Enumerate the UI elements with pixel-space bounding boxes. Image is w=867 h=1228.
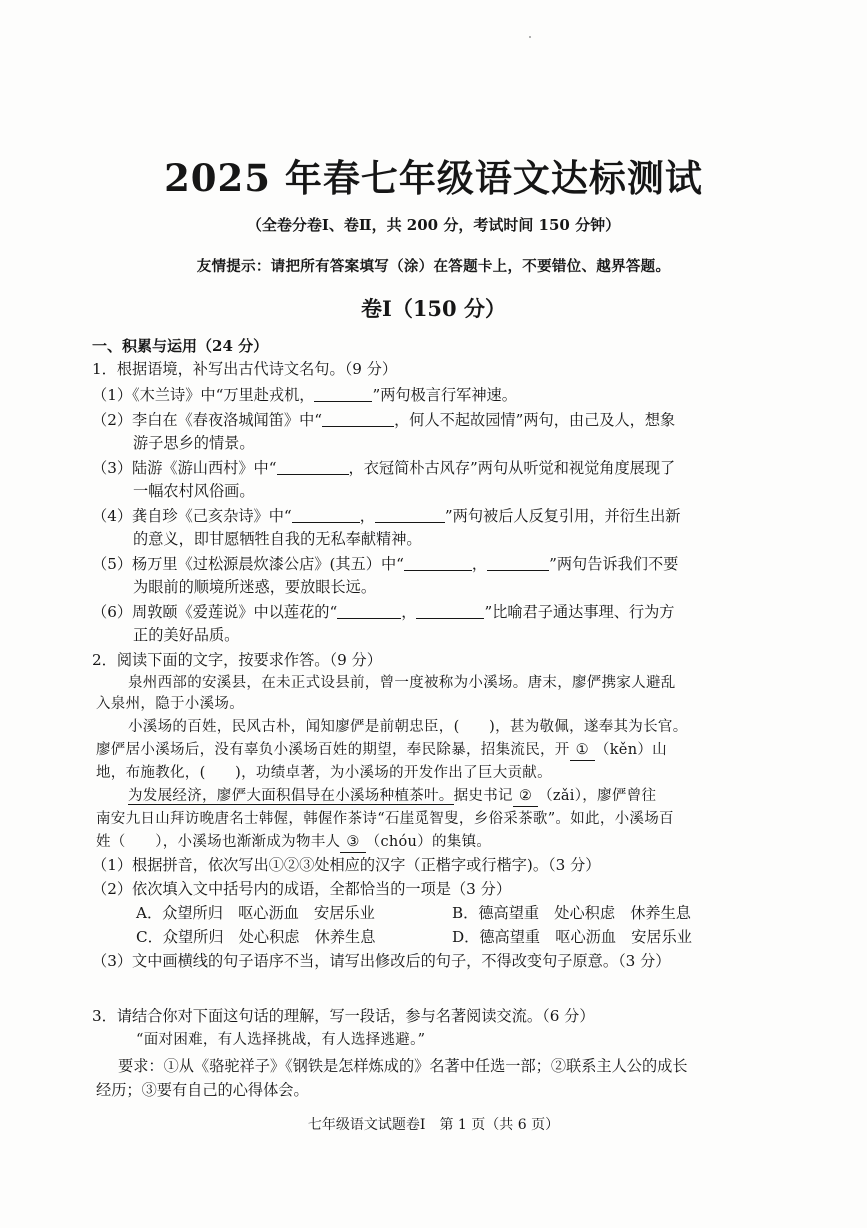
pinyin-blank-1: ① — [570, 740, 595, 761]
q3-requirements: 要求：①从《骆驼祥子》《钢铁是怎样炼成的》名著中任选一部；②联系主人公的成长 — [118, 1057, 688, 1075]
q3-stem: 3．请结合你对下面这句话的理解，写一段话，参与名著阅读交流。（6 分） — [92, 1007, 595, 1025]
q2-sub-1: （1）根据拼音，依次写出①②③处相应的汉字（正楷字或行楷字)。（3 分） — [92, 856, 601, 874]
passage-text: （zǎi），廖俨曾往 — [538, 788, 657, 804]
option-a: A．众望所归 呕心沥血 安居乐业 — [136, 904, 375, 922]
q1-item-6-cont: 正的美好品质。 — [133, 626, 240, 644]
exam-subtitle: （全卷分卷Ⅰ、卷Ⅱ，共 200 分，考试时间 150 分钟） — [246, 216, 621, 234]
option-d: D．德高望重 呕心沥血 安居乐业 — [452, 928, 692, 946]
q1-item-2-text-a: （2）李白在《春夜洛城闻笛》中“ — [92, 411, 323, 429]
q1-item-4-text-b: ”两句被后人反复引用，并衍生出新 — [444, 507, 681, 525]
answer-blank — [375, 506, 445, 523]
passage-text: 廖俨居小溪场后，没有辜负小溪场百姓的期望，奉民除暴，招集流民，开 — [96, 742, 570, 758]
passage-text: 据史书记 — [453, 788, 513, 804]
q1-item-3 — [92, 458, 675, 478]
section-heading: 一、积累与运用（24 分） — [92, 337, 269, 355]
answer-blank — [322, 410, 394, 427]
q2-passage-line — [96, 740, 667, 761]
q2-stem: 2．阅读下面的文字，按要求作答。（9 分） — [92, 651, 382, 669]
passage-text: （kěn）山 — [594, 742, 667, 758]
q2-passage-line — [128, 786, 656, 807]
answer-blank — [277, 458, 349, 475]
q1-item-1 — [92, 385, 517, 405]
q2-sub-2: （2）依次填入文中括号内的成语，全都恰当的一项是（3 分） — [92, 880, 512, 898]
q1-item-4-cont: 的意义，即甘愿牺牲自我的无私奉献精神。 — [133, 530, 422, 548]
option-b: B．德高望重 处心积虑 休养生息 — [452, 904, 691, 922]
q1-item-5-text-a: （5）杨万里《过松源晨炊漆公店》(其五）中“ — [92, 555, 404, 573]
comma: ， — [359, 507, 375, 525]
volume-heading: 卷Ⅰ（150 分） — [361, 296, 506, 321]
q1-item-2-text-b: ，何人不起故园情”两句，由己及人，想象 — [394, 411, 676, 429]
q2-passage-line: 地，布施教化，( )，功绩卓著，为小溪场的开发作出了巨大贡献。 — [96, 765, 552, 781]
q1-item-6 — [92, 602, 674, 622]
q2-passage-line: 小溪场的百姓，民风古朴，闻知廖俨是前朝忠臣，( )，甚为敬佩，遂奉其为长官。 — [128, 719, 688, 735]
friendly-tip: 友情提示：请把所有答案填写（涂）在答题卡上，不要错位、越界答题。 — [196, 258, 671, 275]
comma: ， — [401, 603, 417, 621]
q1-item-4-text-a: （4）龚自珍《己亥杂诗》中“ — [92, 507, 292, 525]
q2-passage-line — [96, 832, 491, 853]
q1-item-3-cont: 一幅农村风俗画。 — [133, 482, 255, 500]
q2-passage-line: 南安九日山拜访晚唐名士韩偓，韩偓作茶诗“石崖觅智叟，乡俗采茶歌”。如此，小溪场百 — [96, 811, 674, 827]
q1-stem: 1．根据语境，补写出古代诗文名句。（9 分） — [92, 360, 398, 378]
q1-item-3-text-b: ，衣冠简朴古风存”两句从听觉和视觉角度展现了 — [348, 459, 676, 477]
q1-item-5-text-b: ”两句告诉我们不要 — [549, 555, 679, 573]
answer-blank — [416, 602, 484, 619]
q1-item-6-text-a: （6）周敦颐《爱莲说》中以莲花的“ — [92, 603, 338, 621]
q1-item-2-cont: 游子思乡的情景。 — [133, 434, 255, 452]
q1-item-2 — [92, 410, 675, 430]
passage-text: （chóu）的集镇。 — [365, 834, 492, 850]
q2-sub-3: （3）文中画横线的句子语序不当，请写出修改后的句子，不得改变句子原意。（3 分） — [92, 952, 671, 970]
answer-blank — [314, 385, 372, 402]
underlined-sentence: 为发展经济，廖俨大面积倡导在小溪场种植茶叶。 — [128, 788, 454, 804]
page-footer: 七年级语文试题卷Ⅰ 第 1 页（共 6 页） — [307, 1117, 560, 1133]
answer-blank — [292, 506, 360, 523]
q1-item-1-text-b: ”两句极言行军神速。 — [372, 386, 517, 404]
q2-passage-line: 泉州西部的安溪县，在未正式设县前，曾一度被称为小溪场。唐末，廖俨携家人避乱 — [128, 675, 676, 691]
answer-blank — [337, 602, 401, 619]
q1-item-5 — [92, 554, 678, 574]
q2-passage-line: 入泉州，隐于小溪场。 — [96, 696, 244, 712]
q1-item-1-text-a: （1）《木兰诗》中“万里赴戎机， — [92, 386, 315, 404]
pinyin-blank-3: ③ — [340, 832, 365, 853]
q3-requirements-cont: 经历；③要有自己的心得体会。 — [96, 1081, 309, 1099]
pinyin-blank-2: ② — [513, 786, 538, 807]
answer-blank — [487, 554, 549, 571]
q1-item-4 — [92, 506, 680, 526]
option-c: C．众望所归 处心积虑 休养生息 — [136, 928, 376, 946]
answer-blank — [404, 554, 472, 571]
passage-text: 姓（ ），小溪场也渐渐成为物丰人 — [96, 834, 341, 850]
q1-item-5-cont: 为眼前的顺境所迷惑，要放眼长远。 — [133, 578, 376, 596]
q1-item-6-text-b: ”比喻君子通达事理、行为方 — [484, 603, 675, 621]
comma: ， — [471, 555, 488, 573]
exam-title: 2025 年春七年级语文达标测试 — [164, 156, 703, 200]
q3-quote: “面对困难，有人选择挑战，有人选择逃避。” — [136, 1032, 426, 1048]
q1-item-3-text-a: （3）陆游《游山西村》中“ — [92, 459, 277, 477]
